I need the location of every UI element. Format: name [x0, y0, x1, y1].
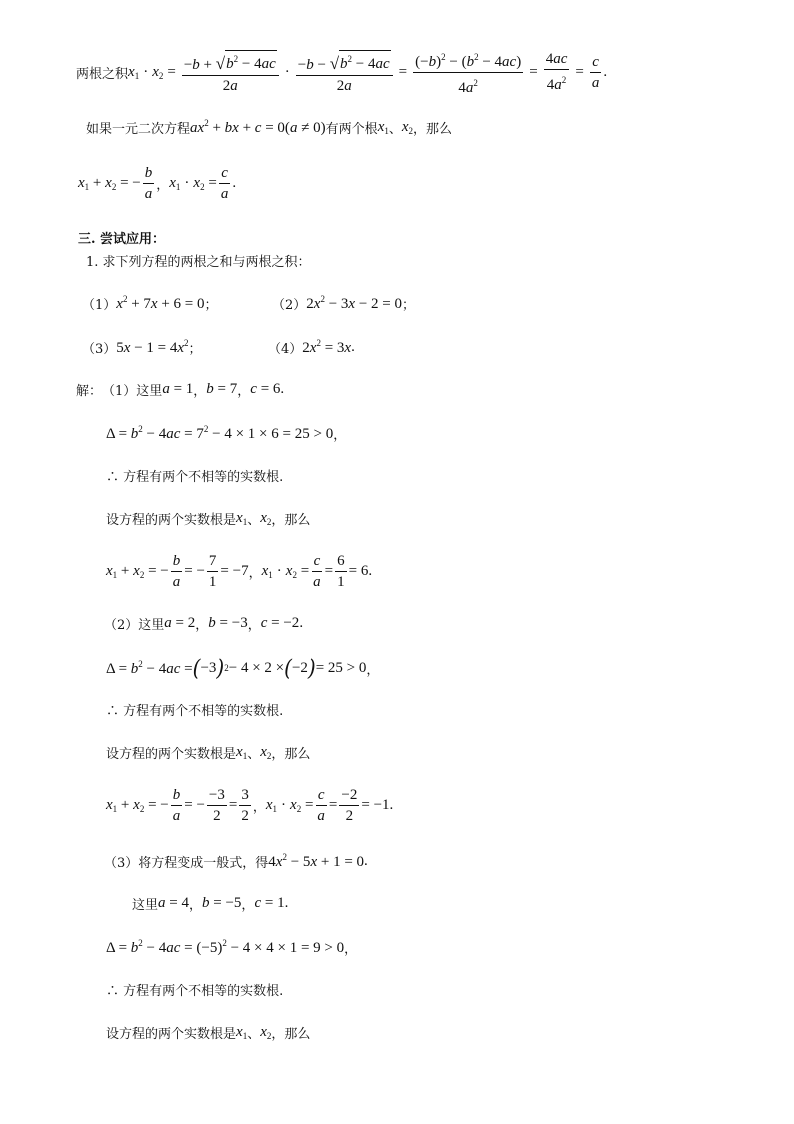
equation-1: （1） $x^2 + 7x + 6 = 0$ ； — [82, 293, 218, 313]
solution-3-coefficients: 这里 a = 4 ， b = −5 ， c = 1 . — [132, 894, 289, 913]
product-of-roots-formula: 两根之积 $x_1 \cdot x_2$ = −b + √ $b^2 - 4ac$ 2a · −b − √ $b^2 - 4ac$ 2a = $\frac{(-b)^2 - (b^2 - 4ac)}{4a^2}$ = $\frac{4ac}{4a^2}$ = $\frac{c}{a}$ . — [76, 52, 607, 92]
solution-1-vieta: $x_1 + x_2$ = − $\frac{b}{a}$ = − $\frac{7}{1}$ = −7 ， $x_1 \cdot x_2$ = $\frac{c}{a}$ = $\frac{6}{1}$ = 6 . — [106, 552, 373, 590]
solution-2-let-roots: 设方程的两个实数根是 $x_1$ 、 $x_2$ ，那么 — [106, 743, 311, 762]
has-two-roots-text: 有两个根 — [325, 121, 378, 137]
vieta-statement: 如果一元二次方程 $ax^2$ + bx + c = 0(a ≠ 0) 有两个根 $x_1$ 、 $x_2$ ，那么 — [86, 117, 453, 137]
then-text: ，那么 — [413, 121, 453, 137]
solution-3-discriminant: $\Delta = b^2 - 4ac = (-5)^2 - 4 \times 4 \times 1 = 9 > 0$ ， — [106, 937, 358, 957]
solution-1-conclusion: ∴ 方程有两个不相等的实数根. — [106, 469, 284, 485]
solution-1-coefficients: 解： （1） 这里 a = 1 ， b = 7 ， c = 6 . — [76, 380, 285, 399]
equation-2: （2） $2x^2 - 3x - 2 = 0$ ； — [272, 293, 416, 313]
problem-statement: 1. 求下列方程的两根之和与两根之积： — [86, 254, 311, 270]
solution-1-discriminant: $\Delta = b^2 - 4ac = 7^2 - 4 \times 1 \times 6 = 25 > 0$ ， — [106, 423, 347, 443]
solution-2-discriminant: $\Delta = b^2 - 4ac$ = ( −3 ) 2 − 4 × 2 × ( −2 ) = 25 > 0 ， — [106, 654, 380, 682]
solution-2-coefficients: （2） 这里 a = 2 ， b = −3 ， c = −2 . — [104, 614, 304, 633]
solution-3-conclusion: ∴ 方程有两个不相等的实数根. — [106, 983, 284, 999]
product-label: 两根之积 — [76, 66, 129, 82]
solution-3-let-roots: 设方程的两个实数根是 $x_1$ 、 $x_2$ ，那么 — [106, 1023, 311, 1042]
equation-3: （3） $5x - 1 = 4x^2$ ； — [82, 337, 202, 357]
section-heading: 三. 尝试应用： — [78, 231, 166, 247]
if-quadratic-text: 如果一元二次方程 — [86, 121, 191, 137]
solution-2-conclusion: ∴ 方程有两个不相等的实数根. — [106, 703, 284, 719]
vieta-formulas: $x_1 + x_2$ = − $\frac{b}{a}$ ， $x_1 \cdot x_2$ = $\frac{c}{a}$ . — [78, 164, 237, 202]
solution-1-let-roots: 设方程的两个实数根是 $x_1$ 、 $x_2$ ，那么 — [106, 509, 311, 528]
solution-3-transform: （3） 将方程变成一般式，得 $4x^2 - 5x + 1 = 0$ . — [104, 851, 368, 871]
solution-2-vieta: $x_1 + x_2$ = − $\frac{b}{a}$ = − $\frac{-3}{2}$ = $\frac{3}{2}$ ， $x_1 \cdot x_2$ = $\frac{c}{a}$ = $\frac{-2}{2}$ = −1 . — [106, 786, 394, 824]
equation-4: （4） $2x^2 = 3x$ . — [268, 337, 355, 357]
